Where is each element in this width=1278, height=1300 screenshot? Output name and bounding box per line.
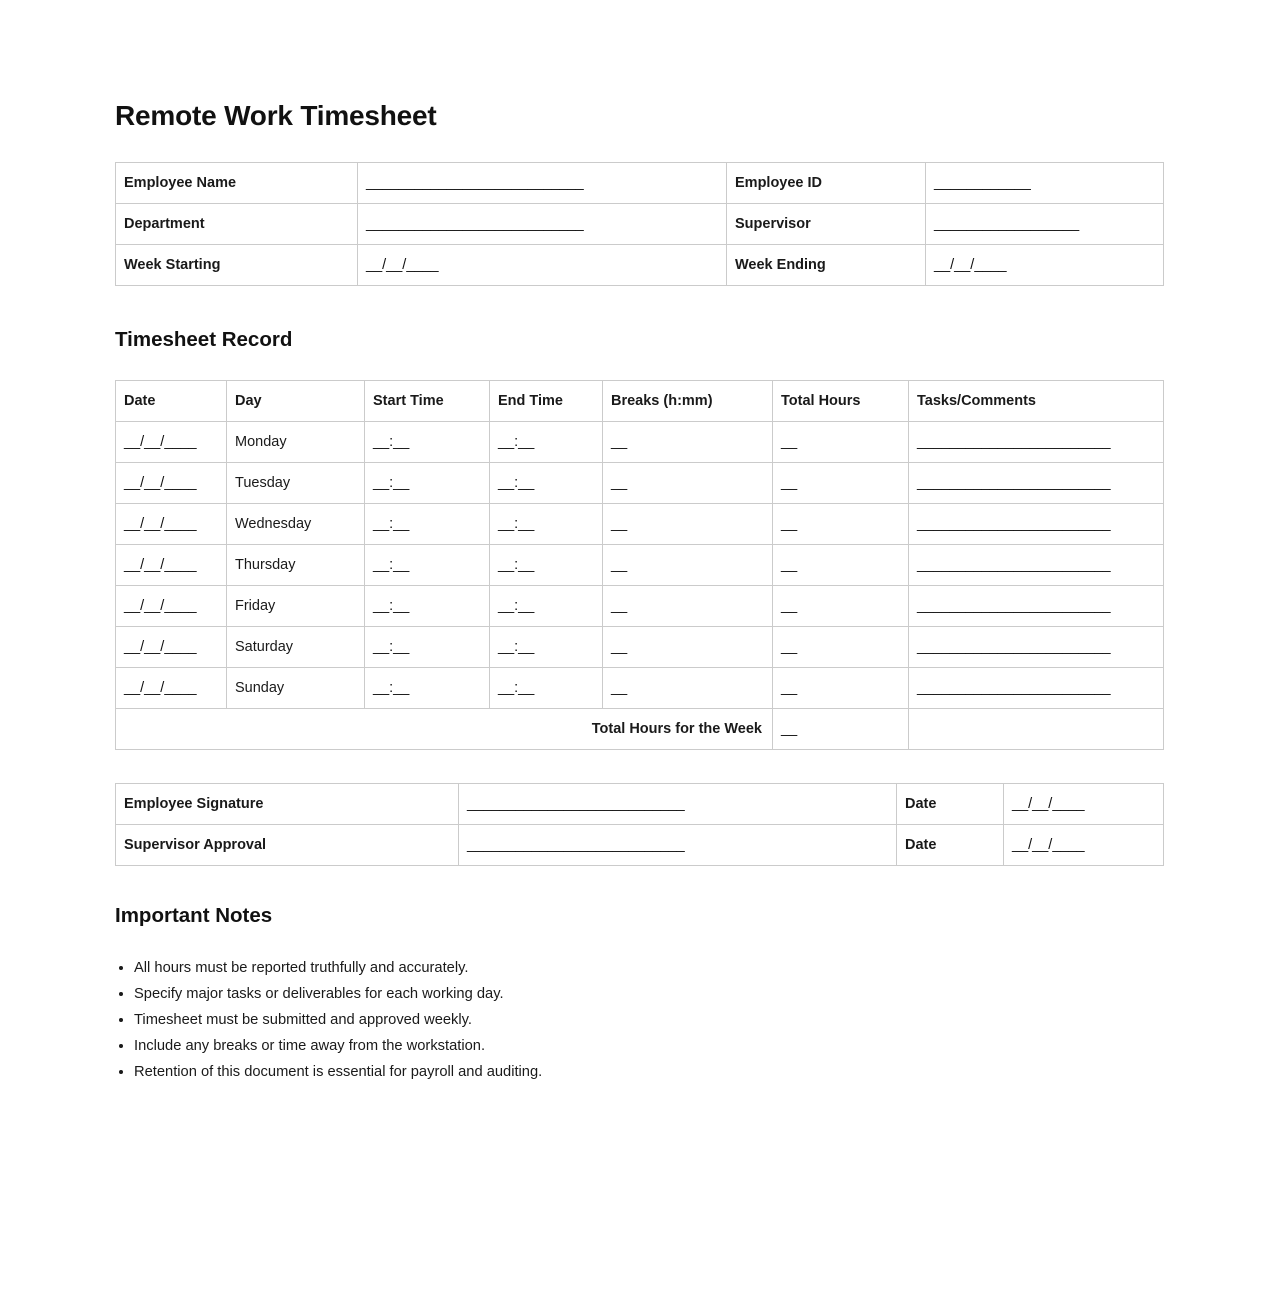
employee-signature-date-label: Date (897, 784, 1004, 825)
employee-info-row (116, 163, 1164, 204)
day-name: Tuesday (227, 463, 365, 504)
breaks-blank: __ (603, 545, 773, 586)
col-header-total-hours: Total Hours (773, 381, 909, 422)
end-time-blank: __:__ (490, 463, 603, 504)
date-blank: __/__/____ (116, 668, 227, 709)
record-row-friday (116, 586, 1164, 627)
col-header-start-time: Start Time (365, 381, 490, 422)
date-blank: __/__/____ (116, 504, 227, 545)
supervisor-approval-blank: ___________________________ (459, 825, 897, 866)
record-row-sunday (116, 668, 1164, 709)
record-row-thursday (116, 545, 1164, 586)
breaks-blank: __ (603, 504, 773, 545)
department-blank: ___________________________ (358, 204, 727, 245)
signature-table (115, 783, 1164, 866)
week-ending-blank: __/__/____ (926, 245, 1164, 286)
day-name: Thursday (227, 545, 365, 586)
record-row-monday (116, 422, 1164, 463)
employee-id-blank: ____________ (926, 163, 1164, 204)
supervisor-approval-date-blank: __/__/____ (1004, 825, 1164, 866)
total-hours-week-blank: __ (773, 709, 909, 750)
timesheet-record-heading: Timesheet Record (115, 328, 293, 351)
employee-signature-label: Employee Signature (116, 784, 459, 825)
end-time-blank: __:__ (490, 668, 603, 709)
week-starting-blank: __/__/____ (358, 245, 727, 286)
tasks-blank: ________________________ (909, 627, 1164, 668)
tasks-blank: ________________________ (909, 668, 1164, 709)
day-name: Sunday (227, 668, 365, 709)
employee-id-label: Employee ID (727, 163, 926, 204)
note-item: • Specify major tasks or deliverables for each working day. (134, 984, 1163, 1004)
document-title: Remote Work Timesheet (115, 100, 437, 131)
date-blank: __/__/____ (116, 586, 227, 627)
start-time-blank: __:__ (365, 463, 490, 504)
breaks-blank: __ (603, 627, 773, 668)
employee-name-label: Employee Name (116, 163, 358, 204)
supervisor-label: Supervisor (727, 204, 926, 245)
record-row-wednesday (116, 504, 1164, 545)
record-header-row (116, 381, 1164, 422)
day-name: Wednesday (227, 504, 365, 545)
record-total-row (116, 709, 1164, 750)
employee-info-row (116, 245, 1164, 286)
col-header-date: Date (116, 381, 227, 422)
breaks-blank: __ (603, 586, 773, 627)
supervisor-approval-label: Supervisor Approval (116, 825, 459, 866)
tasks-blank: ________________________ (909, 422, 1164, 463)
record-row-saturday (116, 627, 1164, 668)
important-notes-heading: Important Notes (115, 904, 273, 927)
note-item: • Timesheet must be submitted and approved weekly. (134, 1010, 1163, 1030)
tasks-blank: ________________________ (909, 586, 1164, 627)
supervisor-approval-row (116, 825, 1164, 866)
supervisor-blank: __________________ (926, 204, 1164, 245)
breaks-blank: __ (603, 463, 773, 504)
total-hours-blank: __ (773, 586, 909, 627)
total-hours-blank: __ (773, 668, 909, 709)
start-time-blank: __:__ (365, 422, 490, 463)
tasks-blank: ________________________ (909, 463, 1164, 504)
employee-info-table (115, 162, 1164, 286)
total-hours-blank: __ (773, 422, 909, 463)
week-ending-label: Week Ending (727, 245, 926, 286)
total-hours-blank: __ (773, 627, 909, 668)
col-header-day: Day (227, 381, 365, 422)
start-time-blank: __:__ (365, 504, 490, 545)
breaks-blank: __ (603, 668, 773, 709)
timesheet-record-table (115, 380, 1164, 750)
start-time-blank: __:__ (365, 668, 490, 709)
total-hours-blank: __ (773, 545, 909, 586)
date-blank: __/__/____ (116, 627, 227, 668)
note-item: • Include any breaks or time away from the workstation. (134, 1036, 1163, 1056)
tasks-blank: ________________________ (909, 504, 1164, 545)
col-header-tasks-comments: Tasks/Comments (909, 381, 1164, 422)
end-time-blank: __:__ (490, 627, 603, 668)
supervisor-approval-date-label: Date (897, 825, 1004, 866)
week-starting-label: Week Starting (116, 245, 358, 286)
day-name: Saturday (227, 627, 365, 668)
employee-signature-date-blank: __/__/____ (1004, 784, 1164, 825)
total-hours-week-label: Total Hours for the Week (116, 709, 773, 750)
department-label: Department (116, 204, 358, 245)
employee-signature-row (116, 784, 1164, 825)
date-blank: __/__/____ (116, 463, 227, 504)
start-time-blank: __:__ (365, 627, 490, 668)
end-time-blank: __:__ (490, 422, 603, 463)
day-name: Monday (227, 422, 365, 463)
date-blank: __/__/____ (116, 422, 227, 463)
note-item: • All hours must be reported truthfully and accurately. (134, 958, 1163, 978)
end-time-blank: __:__ (490, 504, 603, 545)
total-hours-blank: __ (773, 504, 909, 545)
tasks-blank: ________________________ (909, 545, 1164, 586)
record-row-tuesday (116, 463, 1164, 504)
breaks-blank: __ (603, 422, 773, 463)
employee-name-blank: ___________________________ (358, 163, 727, 204)
total-row-empty-cell (909, 709, 1164, 750)
note-item: • Retention of this document is essential for payroll and auditing. (134, 1062, 1163, 1082)
important-notes-list (115, 958, 1163, 1082)
end-time-blank: __:__ (490, 586, 603, 627)
employee-info-row (116, 204, 1164, 245)
total-hours-blank: __ (773, 463, 909, 504)
day-name: Friday (227, 586, 365, 627)
start-time-blank: __:__ (365, 586, 490, 627)
date-blank: __/__/____ (116, 545, 227, 586)
col-header-breaks: Breaks (h:mm) (603, 381, 773, 422)
end-time-blank: __:__ (490, 545, 603, 586)
col-header-end-time: End Time (490, 381, 603, 422)
start-time-blank: __:__ (365, 545, 490, 586)
employee-signature-blank: ___________________________ (459, 784, 897, 825)
